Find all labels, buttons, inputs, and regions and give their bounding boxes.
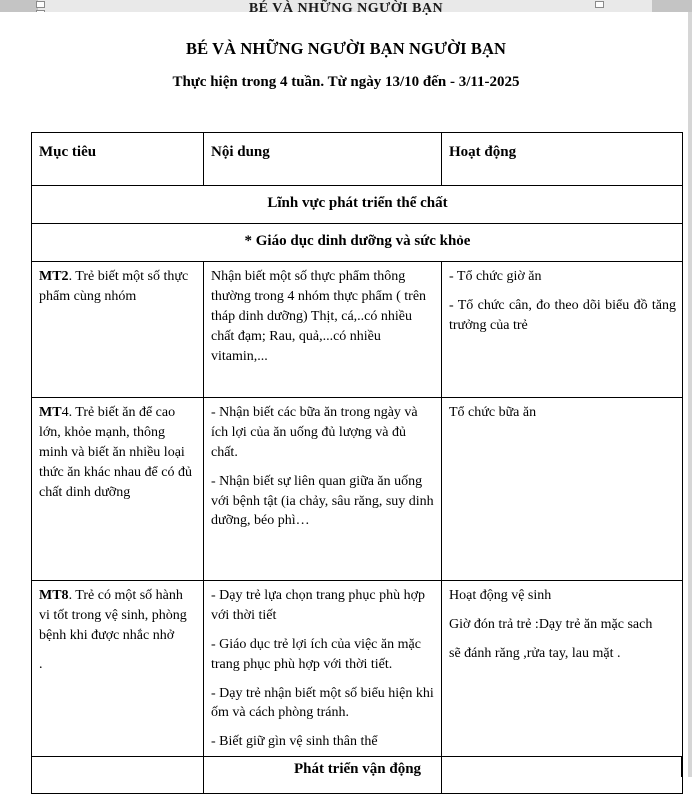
- activity-cell-mt4: [442, 398, 683, 581]
- content-paragraph: - Giáo dục trẻ lợi ích của việc ăn mặc trang phục phù hợp với thời tiết.: [211, 636, 421, 672]
- section-title-linh-vuc: Lĩnh vực phát triển thể chất: [32, 186, 683, 224]
- content-paragraph: - Nhận biết các bữa ăn trong ngày và ích lợi của ăn uống đủ lượng và đủ chất.: [211, 405, 418, 460]
- plan-table[interactable]: [31, 132, 683, 794]
- column-header-hoat-dong: Hoạt động: [442, 133, 683, 186]
- table-section-row-linh-vuc: [32, 186, 683, 224]
- goal-code-mt4: MT: [39, 405, 62, 420]
- table-section-row-giao-duc: [32, 224, 683, 262]
- goal-text-mt2: . Trẻ biết một số thực phẩm cùng nhóm: [39, 269, 189, 304]
- activity-paragraph: Tổ chức bữa ăn: [449, 405, 537, 420]
- content-paragraph: - Biết giữ gìn vệ sinh thân thể: [211, 734, 378, 750]
- activity-paragraph: sẽ đánh răng ,rửa tay, lau mặt .: [449, 645, 621, 661]
- page-subtitle: Thực hiện trong 4 tuần. Từ ngày 13/10 đến - 3/11-2025: [172, 74, 520, 90]
- goal-text-mt8: . Trẻ có một số hành vi tốt trong vệ sinh, phòng bệnh khi được nhắc nhở: [39, 588, 187, 643]
- page-title: BÉ VÀ NHỮNG NGƯỜI BẠN NGƯỜI BẠN: [186, 39, 506, 58]
- activity-cell-mt2: [442, 262, 683, 398]
- goal-code-mt8: MT8: [39, 588, 69, 603]
- content-paragraph: - Dạy trẻ nhận biết một số biểu hiện khi ốm và cách phòng tránh.: [211, 685, 434, 721]
- activity-paragraph: - Tổ chức giờ ăn: [449, 269, 542, 284]
- table-row[interactable]: [32, 398, 683, 581]
- activity-paragraph: - Tổ chức cân, đo theo dõi biểu đồ tăng trưởng của trẻ: [449, 297, 676, 333]
- activity-paragraph: Hoạt động vệ sinh: [449, 588, 552, 603]
- goal-text-mt4: 4. Trẻ biết ăn để cao lớn, khỏe mạnh, thông minh và biết ăn nhiều loại thức ăn khác nhau để có đủ chất dinh dưỡng: [39, 405, 192, 500]
- clipped-previous-line-text: BÉ VÀ NHỮNG NGƯỜI BẠN: [248, 1, 444, 16]
- clipped-section-title: Phát triển vận động: [293, 761, 422, 777]
- goal-cell-mt2: [32, 262, 204, 398]
- content-paragraph: - Nhận biết sự liên quan giữa ăn uống với bệnh tật (ia chảy, sâu răng, suy dinh dưỡng, béo phì…: [211, 473, 434, 529]
- table-row[interactable]: [32, 262, 683, 398]
- content-paragraph: - Dạy trẻ lựa chọn trang phục phù hợp với thời tiết: [211, 588, 426, 623]
- clipped-previous-line: [0, 1, 692, 18]
- goal-cell-mt4: [32, 398, 204, 581]
- column-header-noi-dung: Nội dung: [204, 133, 442, 186]
- column-header-muc-tieu: Mục tiêu: [32, 133, 204, 186]
- activity-paragraph: Giờ đón trả trẻ :Dạy trẻ ăn mặc sach: [449, 616, 653, 632]
- content-paragraph: Nhận biết một số thực phẩm thông thường trong 4 nhóm thực phẩm ( trên tháp dinh dưỡng) Thịt, cá,..có nhiều chất đạm; Rau, quả,...có nhiều vitamin,...: [211, 269, 427, 364]
- document-page[interactable]: [0, 1, 692, 777]
- table-clipped-bottom-row: [31, 756, 682, 777]
- table-header-row: [32, 133, 683, 186]
- goal-extra-mt8: .: [39, 656, 43, 672]
- section-title-giao-duc: * Giáo dục dinh dưỡng và sức khỏe: [32, 224, 683, 262]
- content-cell-mt2: [204, 262, 442, 398]
- content-cell-mt4: [204, 398, 442, 581]
- page-right-edge: [688, 12, 692, 777]
- goal-code-mt2: MT2: [39, 269, 69, 284]
